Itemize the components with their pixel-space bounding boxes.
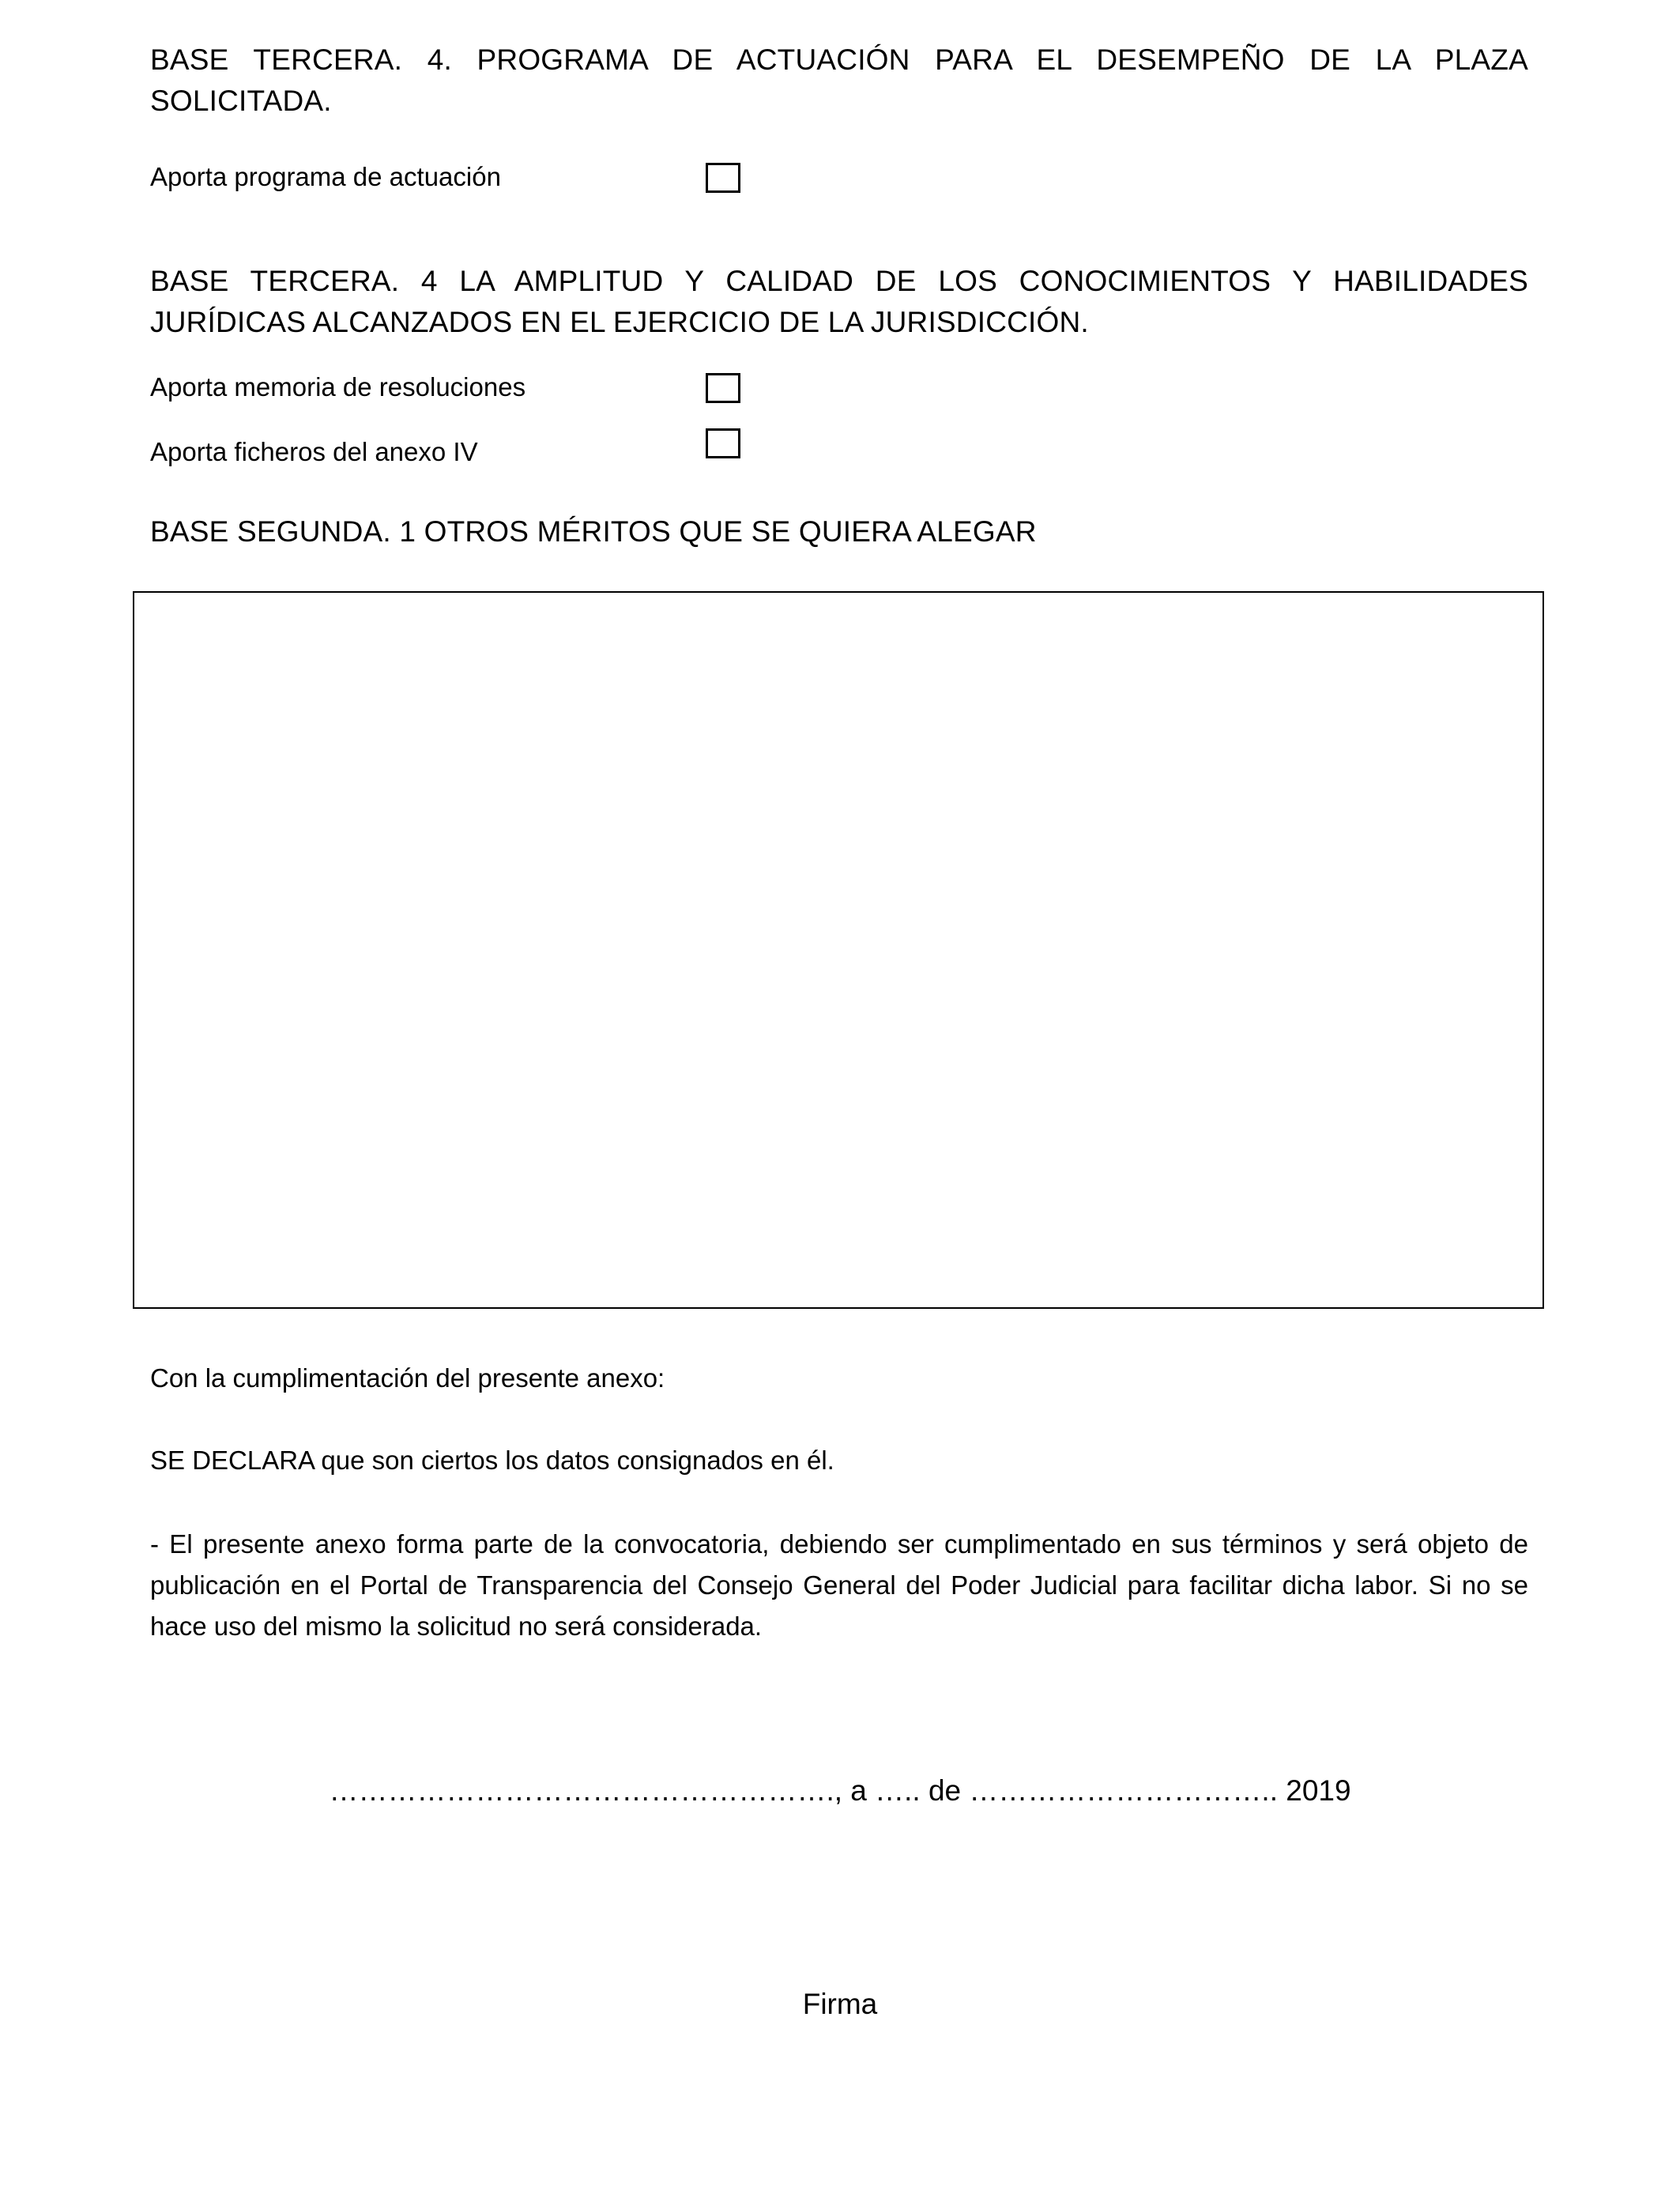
declaration-intro: Con la cumplimentación del presente anexo: xyxy=(150,1363,665,1393)
resolutions-checkbox-label: Aporta memoria de resoluciones xyxy=(150,372,526,401)
declaration-note: - El presente anexo forma parte de la convocatoria, debiendo ser cumplimentado en sus términos y será objeto de publicación en el Portal de Transparencia del Consejo General del Poder Judicial para facilitar dicha labor. Si no se hace uso del mismo la solicitud no será considerada. xyxy=(150,1529,1528,1641)
program-checkbox[interactable] xyxy=(706,163,740,193)
signature-label: Firma xyxy=(802,1988,878,2020)
section-knowledge-heading: BASE TERCERA. 4 LA AMPLITUD Y CALIDAD DE LOS CONOCIMIENTOS Y HABILIDADES JURÍDICAS ALCANZADOS EN EL EJERCICIO DE LA JURISDICCIÓN. xyxy=(150,265,1528,338)
place-date-line[interactable]: ……………………………………………., a ….. de ………………………….. 2019 xyxy=(329,1774,1351,1807)
merits-box xyxy=(133,591,1544,1309)
merits-textarea[interactable] xyxy=(134,593,1543,1307)
section-merits-heading: BASE SEGUNDA. 1 OTROS MÉRITOS QUE SE QUIERA ALEGAR xyxy=(150,515,1037,548)
annex-files-checkbox[interactable] xyxy=(706,428,740,458)
program-checkbox-label: Aporta programa de actuación xyxy=(150,162,501,191)
declaration-statement: SE DECLARA que son ciertos los datos consignados en él. xyxy=(150,1446,834,1475)
section-program-heading: BASE TERCERA. 4. PROGRAMA DE ACTUACIÓN PARA EL DESEMPEÑO DE LA PLAZA SOLICITADA. xyxy=(150,43,1528,117)
resolutions-checkbox[interactable] xyxy=(706,373,740,403)
annex-files-checkbox-label: Aporta ficheros del anexo IV xyxy=(150,437,478,466)
